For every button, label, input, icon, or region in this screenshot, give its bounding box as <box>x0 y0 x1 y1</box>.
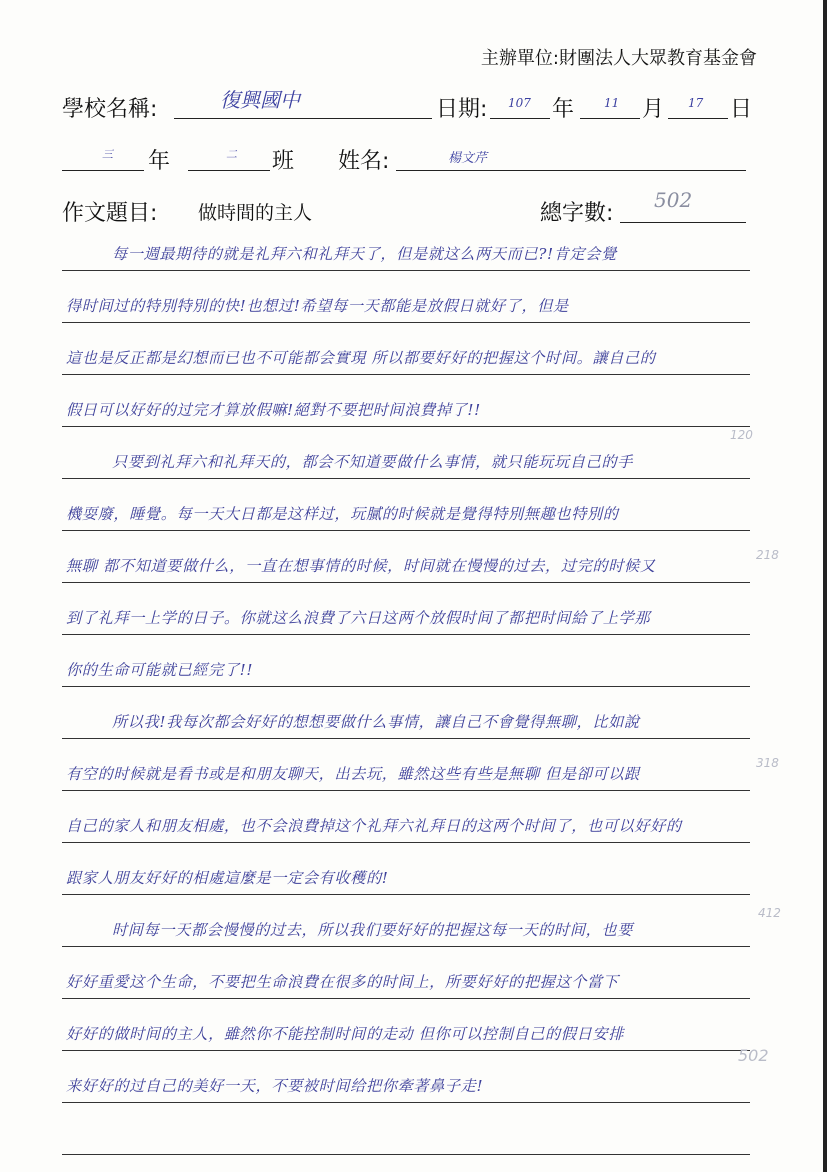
school-value: 復興國中 <box>220 88 300 112</box>
name-label: 姓名: <box>338 149 390 174</box>
essay-line <box>62 218 750 271</box>
essay-line <box>62 374 750 427</box>
essay-line-text: 好好重愛这个生命，不要把生命浪費在很多的时间上，所要好好的把握这个當下 <box>66 973 619 991</box>
date-month-value: 11 <box>604 96 620 110</box>
essay-line <box>62 426 750 479</box>
date-label: 日期: <box>436 97 488 122</box>
essay-line <box>62 998 750 1051</box>
essay-line <box>62 946 750 999</box>
essay-line <box>62 270 750 323</box>
essay-line <box>62 634 750 687</box>
header-row-school <box>62 88 762 132</box>
essay-line-text: 有空的时候就是看书或是和朋友聊天，出去玩，雖然这些有些是無聊 但是卻可以跟 <box>66 765 640 783</box>
header-row-student <box>62 144 762 184</box>
wordcount-value: 502 <box>654 188 693 212</box>
scan-edge <box>823 0 827 1172</box>
count-mark: 412 <box>758 906 781 920</box>
essay-line-text: 每一週最期待的就是礼拜六和礼拜天了，但是就这么两天而已?!肯定会覺 <box>112 245 617 263</box>
month-label: 月 <box>642 97 665 122</box>
class-label: 班 <box>272 149 295 174</box>
essay-line <box>62 842 750 895</box>
essay-line-text: 這也是反正都是幻想而已也不可能都会實現 所以都要好好的把握这个时间。讓自己的 <box>66 349 656 367</box>
essay-line <box>62 322 750 375</box>
essay-line-text: 跟家人朋友好好的相處這麼是一定会有收穫的! <box>66 869 389 887</box>
school-field <box>174 92 432 119</box>
essay-line-text: 到了礼拜一上学的日子。你就这么浪費了六日这两个放假时间了都把时间給了上学那 <box>66 609 651 627</box>
topic-label: 作文題目: <box>62 201 158 226</box>
count-mark: 120 <box>730 428 753 442</box>
essay-line-text: 来好好的过自己的美好一天，不要被时间给把你牽著鼻子走! <box>66 1077 484 1095</box>
name-value: 楊文芹 <box>448 151 488 166</box>
sponsor-text: 主辦單位:財團法人大眾教育基金會 <box>480 48 757 69</box>
essay-line <box>62 738 750 791</box>
essay-line <box>62 790 750 843</box>
essay-line <box>62 894 750 947</box>
grade-value: 三 <box>102 148 113 161</box>
date-day-value: 17 <box>688 96 704 110</box>
essay-line-text: 假日可以好好的过完才算放假嘛!絕對不要把时间浪費掉了!! <box>66 401 481 419</box>
count-mark: 318 <box>756 756 779 770</box>
essay-line <box>62 686 750 739</box>
essay-line-text: 自己的家人和朋友相處，也不会浪費掉这个礼拜六礼拜日的这两个时间了，也可以好好的 <box>66 817 682 835</box>
wordcount-label: 總字數: <box>540 201 614 226</box>
essay-line-text: 你的生命可能就已經完了!! <box>66 661 254 679</box>
essay-line-text: 無聊 都不知道要做什么，一直在想事情的时候，时间就在慢慢的过去，过完的时候又 <box>66 557 656 575</box>
year-label: 年 <box>552 97 575 122</box>
essay-line-text: 时间每一天都会慢慢的过去，所以我们要好好的把握这每一天的时间，也要 <box>112 921 633 939</box>
count-mark: 218 <box>756 548 779 562</box>
essay-line <box>62 1102 750 1155</box>
essay-line-text: 所以我!我每次都会好好的想想要做什么事情，讓自己不會覺得無聊，比如說 <box>112 713 640 731</box>
essay-line-text: 好好的做时间的主人，雖然你不能控制时间的走动 但你可以控制自己的假日安排 <box>66 1025 624 1043</box>
essay-line <box>62 582 750 635</box>
count-mark: 502 <box>738 1046 769 1065</box>
essay-line-text: 機耍廢，睡覺。每一天大日都是这样过，玩膩的时候就是覺得特別無趣也特別的 <box>66 505 619 523</box>
essay-line <box>62 530 750 583</box>
essay-line <box>62 478 750 531</box>
day-label: 日 <box>730 97 753 122</box>
grade-label: 年 <box>148 149 171 174</box>
essay-line <box>62 1050 750 1103</box>
essay-line-text: 只要到礼拜六和礼拜天的，都会不知道要做什么事情，就只能玩玩自己的手 <box>112 453 633 471</box>
date-year-value: 107 <box>508 96 531 110</box>
school-label: 學校名稱: <box>62 97 158 122</box>
topic-value: 做時間的主人 <box>198 202 313 224</box>
essay-line-text: 得时间过的特別特別的快!也想过!希望每一天都能是放假日就好了，但是 <box>66 297 569 315</box>
class-value: 二 <box>226 148 237 161</box>
